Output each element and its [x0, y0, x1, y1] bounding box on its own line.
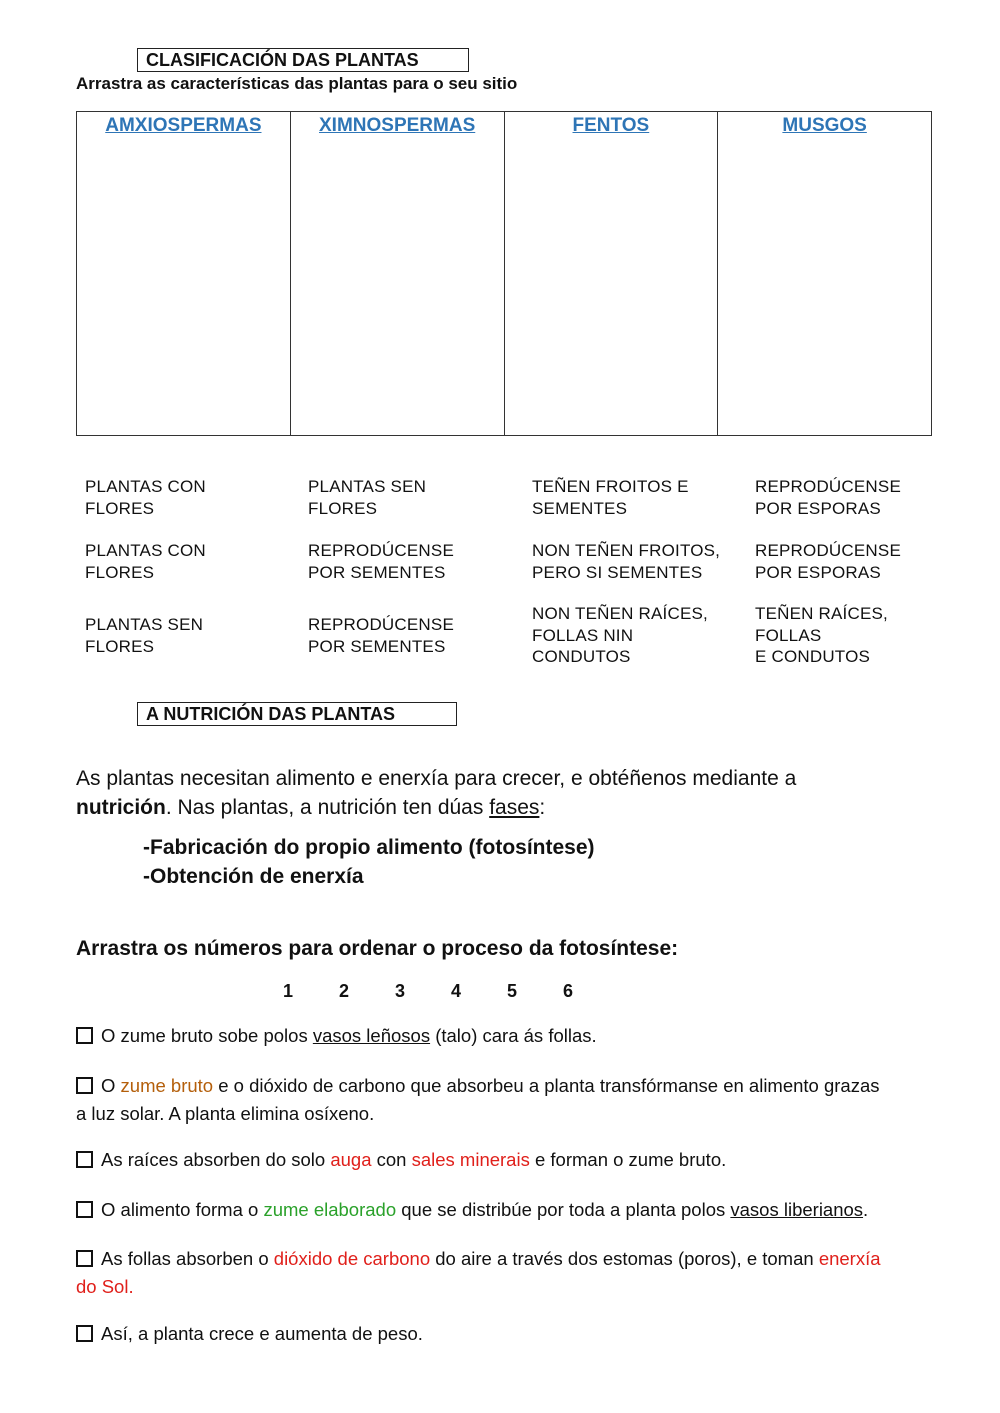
dropzone-musgos[interactable] [718, 112, 931, 435]
card-line: FLORES [85, 498, 155, 518]
step-text: O alimento forma o [101, 1199, 264, 1220]
step-drop-box[interactable] [76, 1151, 93, 1168]
dropzone-ximnospermas[interactable] [291, 112, 505, 435]
draggable-card[interactable] [755, 603, 888, 668]
column-header-musgos[interactable]: MUSGOS [782, 115, 867, 136]
card-line: REPRODÚCENSE [308, 541, 454, 560]
step-item [76, 1196, 976, 1224]
step-drop-box[interactable] [76, 1201, 93, 1218]
step-highlight: sales minerais [411, 1149, 530, 1170]
step-highlight: dióxido de carbono [273, 1248, 431, 1269]
card-line: PLANTAS SEN [308, 477, 427, 496]
card-line: FLORES [308, 498, 378, 518]
draggable-number-4[interactable]: 4 [450, 981, 461, 1001]
step-text: do aire a través dos estomas (poros), e toman [430, 1248, 819, 1269]
card-line: NON TEÑEN FROITOS, [532, 541, 721, 560]
intro-underlined: fases [489, 796, 540, 819]
card-line: POR SEMENTES [308, 562, 446, 582]
column-header-fentos[interactable]: FENTOS [572, 115, 650, 136]
draggable-card[interactable] [532, 540, 720, 583]
intro-text: As plantas necesitan alimento e enerxía para crecer, e obtéñenos mediante a [76, 767, 797, 790]
classification-table [76, 111, 932, 436]
intro-text: . Nas plantas, a nutrición ten dúas [165, 796, 490, 819]
step-item [76, 1320, 976, 1348]
card-line: PLANTAS SEN [85, 615, 204, 634]
card-line: PERO SI SEMENTES [532, 562, 703, 582]
step-text: con [371, 1149, 412, 1170]
step-text: e forman o zume bruto. [529, 1149, 727, 1170]
card-line: NON TEÑEN RAÍCES, [532, 604, 708, 623]
draggable-number-5[interactable]: 5 [506, 981, 517, 1001]
step-text: O [101, 1075, 121, 1096]
draggable-card[interactable] [85, 614, 203, 657]
card-line: FOLLAS [755, 625, 822, 645]
draggable-card[interactable] [308, 476, 426, 519]
dropzone-amxiospermas[interactable] [77, 112, 291, 435]
draggable-number-6[interactable]: 6 [562, 981, 573, 1001]
draggable-number-3[interactable]: 3 [394, 981, 405, 1001]
step-underlined: vasos liberianos [730, 1199, 864, 1220]
intro-text: : [539, 796, 546, 819]
card-line: POR SEMENTES [308, 636, 446, 656]
card-line: SEMENTES [532, 498, 628, 518]
intro-bold: nutrición [76, 796, 166, 819]
step-highlight: zume bruto [120, 1075, 214, 1096]
phase-1: -Fabricación do propio alimento (fotosíntese) [143, 836, 595, 859]
draggable-card[interactable] [85, 540, 206, 583]
card-line: REPRODÚCENSE [308, 615, 454, 634]
classification-title: CLASIFICACIÓN DAS PLANTAS [137, 48, 469, 72]
column-header-ximnospermas[interactable]: XIMNOSPERMAS [319, 115, 476, 136]
step-item [76, 1072, 976, 1128]
step-item [76, 1245, 976, 1301]
draggable-card[interactable] [308, 540, 454, 583]
step-drop-box[interactable] [76, 1027, 93, 1044]
draggable-card[interactable] [755, 540, 901, 583]
card-line: FLORES [85, 562, 155, 582]
card-line: TEÑEN RAÍCES, [755, 604, 888, 623]
draggable-card[interactable] [755, 476, 901, 519]
step-text: . [863, 1199, 869, 1220]
column-header-amxiospermas[interactable]: AMXIOSPERMAS [105, 115, 262, 136]
step-underlined: vasos leñosos [312, 1025, 431, 1046]
draggable-number-2[interactable]: 2 [338, 981, 349, 1001]
card-line: REPRODÚCENSE [755, 541, 901, 560]
step-text: O zume bruto sobe polos [101, 1025, 313, 1046]
card-line: PLANTAS CON [85, 477, 206, 496]
draggable-card[interactable] [532, 603, 708, 668]
step-highlight: do Sol. [76, 1276, 134, 1297]
nutrition-intro [76, 764, 956, 822]
classification-instruction: Arrastra as características das plantas para o seu sitio [76, 74, 518, 93]
step-text: As raíces absorben do solo [101, 1149, 331, 1170]
draggable-card[interactable] [85, 476, 206, 519]
dropzone-fentos[interactable] [505, 112, 719, 435]
step-drop-box[interactable] [76, 1325, 93, 1342]
card-line: PLANTAS CON [85, 541, 206, 560]
draggable-card[interactable] [308, 614, 454, 657]
card-line: POR ESPORAS [755, 562, 881, 582]
card-line: E CONDUTOS [755, 647, 871, 666]
card-line: POR ESPORAS [755, 498, 881, 518]
step-highlight: enerxía [818, 1248, 881, 1269]
step-highlight: auga [330, 1149, 372, 1170]
card-line: TEÑEN FROITOS E [532, 477, 689, 496]
step-highlight: zume elaborado [263, 1199, 397, 1220]
step-text: a luz solar. A planta elimina osíxeno. [76, 1103, 375, 1124]
step-text: e o dióxido de carbono que absorbeu a planta transfórmanse en alimento grazas [213, 1075, 880, 1096]
step-drop-box[interactable] [76, 1077, 93, 1094]
step-text: (talo) cara ás follas. [430, 1025, 597, 1046]
step-text: As follas absorben o [101, 1248, 274, 1269]
step-text: Así, a planta crece e aumenta de peso. [101, 1323, 423, 1344]
order-instruction: Arrastra os números para ordenar o proceso da fotosíntese: [76, 937, 679, 960]
step-text: que se distribúe por toda a planta polos [396, 1199, 731, 1220]
draggable-number-1[interactable]: 1 [282, 981, 293, 1001]
step-item [76, 1146, 976, 1174]
draggable-card[interactable] [532, 476, 689, 519]
nutrition-title: A NUTRICIÓN DAS PLANTAS [137, 702, 457, 726]
card-line: REPRODÚCENSE [755, 477, 901, 496]
step-item [76, 1022, 976, 1050]
card-line: FOLLAS NIN [532, 625, 634, 645]
step-drop-box[interactable] [76, 1250, 93, 1267]
card-line: FLORES [85, 636, 155, 656]
phase-2: -Obtención de enerxía [143, 865, 364, 888]
card-line: CONDUTOS [532, 647, 631, 666]
